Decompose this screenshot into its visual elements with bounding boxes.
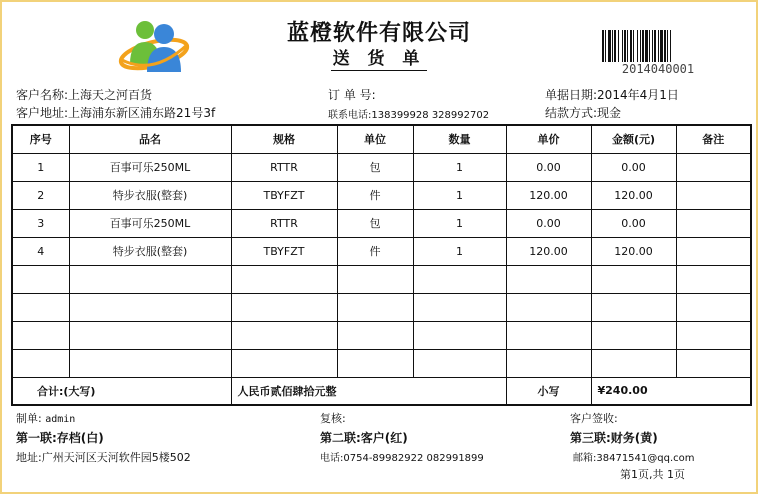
barcode-bar [627,30,628,62]
barcode-bar [624,30,626,62]
cell-remark [676,293,751,321]
table-header-row [12,125,751,153]
contact-phone-value: 138399928 328992702 [371,110,490,121]
cell-spec: TBYFZT [231,181,337,209]
header-index: 序号 [12,125,69,153]
cell-index [12,321,69,349]
small-value: ¥240.00 [591,377,751,405]
cell-product-name: 特步衣服(整套) [69,237,231,265]
barcode-bar [667,30,668,62]
page-indicator: 第1页,共 1页 [620,468,685,481]
maker-label: 制单: [16,412,42,425]
copy-2: 第二联:客户(红) [320,431,408,445]
cell-product-name: 百事可乐250ML [69,153,231,181]
cell-product-name: 特步衣服(整套) [69,181,231,209]
cell-remark [676,321,751,349]
table-row [12,265,751,293]
cell-index: 4 [12,237,69,265]
barcode-bar [608,30,611,62]
cell-amount [591,349,676,377]
barcode-bar [658,30,659,62]
cell-product-name: 百事可乐250ML [69,209,231,237]
cell-product-name [69,265,231,293]
cell-amount: 0.00 [591,209,676,237]
barcode-bar [640,30,641,62]
header-spec: 规格 [231,125,337,153]
barcode-bar [618,30,619,62]
table-row [12,209,751,237]
cell-unit-price [506,293,591,321]
document-date-value: 2014年4月1日 [597,88,679,102]
order-number [328,86,376,103]
cell-index [12,293,69,321]
cell-quantity: 1 [413,181,506,209]
contact-phone [328,106,489,121]
cell-unit-price: 120.00 [506,237,591,265]
table-row [12,321,751,349]
cell-amount: 120.00 [591,237,676,265]
customer-sign-label: 客户签收: [570,412,618,425]
cell-spec: RTTR [231,209,337,237]
table-row [12,293,751,321]
cell-remark [676,349,751,377]
copy-1: 第一联:存档(白) [16,431,104,445]
cell-unit-price [506,321,591,349]
customer-address-value: 上海浦东新区浦东路21号3f [68,106,216,120]
total-row [12,377,751,405]
goods-table [11,124,752,406]
cell-amount [591,321,676,349]
barcode-bar [605,30,606,62]
cell-index: 3 [12,209,69,237]
header-quantity: 数量 [413,125,506,153]
customer-name-label: 客户名称: [16,88,69,102]
document-date-label: 单据日期: [545,88,598,102]
cell-quantity: 1 [413,153,506,181]
table-body [12,153,751,377]
maker [16,410,75,426]
barcode-bar [649,30,650,62]
company-tel: 电话:0754-89982922 082991899 [320,453,484,464]
cell-unit [337,265,413,293]
cell-spec [231,265,337,293]
table-row [12,153,751,181]
cell-unit-price: 0.00 [506,209,591,237]
cell-index: 2 [12,181,69,209]
payment-method-value: 现金 [597,106,622,120]
order-number-label: 订 单 号: [328,88,376,102]
cell-quantity: 1 [413,237,506,265]
company-address: 地址:广州天河区天河软件园5楼502 [16,451,191,464]
cell-index: 1 [12,153,69,181]
cell-amount [591,293,676,321]
payment-method-label: 结款方式: [545,106,598,120]
barcode-bar [645,30,648,62]
table-row [12,349,751,377]
cell-product-name [69,321,231,349]
header-amount: 金额(元) [591,125,676,153]
barcode-bar [612,30,613,62]
cell-remark [676,237,751,265]
barcode-bar [630,30,632,62]
cell-remark [676,153,751,181]
barcode-bar [622,30,623,62]
header-unit-price: 单价 [506,125,591,153]
customer-name-value: 上海天之河百货 [68,88,153,102]
cell-index [12,349,69,377]
cell-unit-price [506,349,591,377]
small-label: 小写 [506,377,591,405]
cell-amount [591,265,676,293]
company-name: 蓝橙软件有限公司 [286,20,471,46]
barcode-bar [637,30,638,62]
cell-unit-price: 0.00 [506,153,591,181]
cell-spec [231,293,337,321]
cell-spec: RTTR [231,153,337,181]
cell-quantity [413,265,506,293]
barcode-bar [664,30,666,62]
cell-spec: TBYFZT [231,237,337,265]
barcode-bar [660,30,663,62]
barcode-bar [633,30,634,62]
barcode-number: 2014040001 [621,62,695,76]
review-label: 复核: [320,412,346,425]
cell-spec [231,349,337,377]
total-label: 合计:(大写) [12,377,231,405]
cell-quantity [413,293,506,321]
document-title-text: 送 货 单 [332,49,426,69]
cell-quantity: 1 [413,209,506,237]
cell-unit-price [506,265,591,293]
header-product-name: 品名 [69,125,231,153]
cell-unit [337,321,413,349]
cell-quantity [413,321,506,349]
copy-3: 第三联:财务(黄) [570,431,658,445]
cell-unit: 包 [337,209,413,237]
barcode-bar [652,30,653,62]
cell-quantity [413,349,506,377]
cell-unit [337,349,413,377]
cell-unit-price: 120.00 [506,181,591,209]
cell-unit: 件 [337,237,413,265]
barcode-bar [602,30,604,62]
cell-spec [231,321,337,349]
barcode-image [600,30,716,62]
barcode-bar [654,30,656,62]
cell-unit: 件 [337,181,413,209]
header-remark: 备注 [676,125,751,153]
contact-phone-label: 联系电话: [328,110,372,121]
payment-method [545,104,621,121]
cell-product-name [69,293,231,321]
cell-unit: 包 [337,153,413,181]
barcode-bar [614,30,616,62]
table-row [12,181,751,209]
cell-remark [676,265,751,293]
barcode-bar [670,30,671,62]
total-in-words: 人民币贰佰肆拾元整 [231,377,506,405]
cell-remark [676,181,751,209]
header-unit: 单位 [337,125,413,153]
customer-address [16,104,215,121]
cell-remark [676,209,751,237]
barcode-bar [642,30,644,62]
cell-index [12,265,69,293]
customer-name [16,86,152,103]
customer-address-label: 客户地址: [16,106,69,120]
cell-product-name [69,349,231,377]
maker-value: admin [45,414,76,425]
cell-amount: 120.00 [591,181,676,209]
table-row [12,237,751,265]
document-date [545,86,679,103]
company-email: 邮箱:38471541@qq.com [573,453,695,464]
cell-amount: 0.00 [591,153,676,181]
cell-unit [337,293,413,321]
